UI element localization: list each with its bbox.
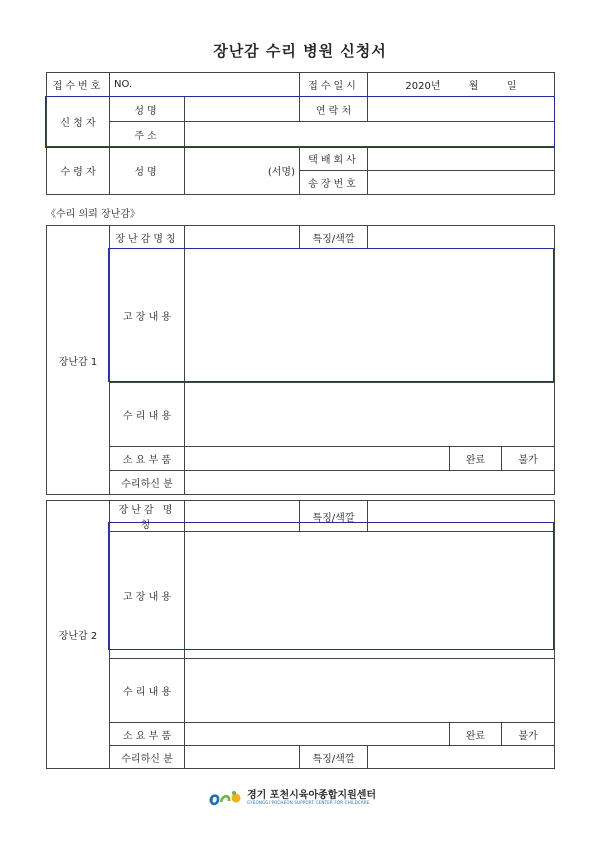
toy1-repairer-label: 수리하신 분 (110, 471, 185, 495)
address-field[interactable] (185, 122, 555, 147)
toy2-fault-label: 고 장 내 용 (110, 532, 185, 659)
toy1-name-label: 장난감명칭 (110, 226, 185, 249)
toy2-label: 장난감 2 (47, 501, 110, 769)
org-name-en: GYEONGGI POCHEON SUPPORT CENTER FOR CHILDCARE (247, 800, 370, 806)
toy2-fault-field[interactable] (185, 532, 555, 659)
toy2-feature-label: 특징/색깔 (300, 501, 368, 532)
toy1-label: 장난감 1 (47, 226, 110, 495)
contact-field[interactable] (368, 97, 555, 122)
toy1-fault-field[interactable] (185, 249, 555, 383)
year-text: 2020년 (405, 81, 441, 92)
month-text: 월 (468, 81, 479, 92)
courier-field[interactable] (368, 147, 555, 171)
org-logo (207, 786, 376, 810)
toy1-done-label[interactable]: 완료 (450, 447, 502, 471)
toy1-parts-label: 소 요 부 품 (110, 447, 185, 471)
toy2-done-label[interactable]: 완료 (450, 723, 502, 746)
toy2-fail-label[interactable]: 불가 (502, 723, 555, 746)
org-name: 경기 포천시육아종합지원센터 (247, 790, 377, 802)
toy2-repair-field[interactable] (185, 659, 555, 723)
toy1-fault-label: 고 장 내 용 (110, 249, 185, 383)
receipt-no-label: 접수번호 (47, 73, 110, 97)
applicant-name-label: 성명 (110, 97, 185, 122)
toy1-repairer-field[interactable] (185, 471, 555, 495)
toy2-repairer-feature-field[interactable] (368, 746, 555, 769)
toy2-repairer-label: 수리하신 분 (110, 746, 185, 769)
toy1-feature-label: 특징/색깔 (300, 226, 368, 249)
tracking-label: 송장번호 (300, 171, 368, 195)
toy1-name-field[interactable] (185, 226, 300, 249)
applicant-name-field[interactable] (185, 97, 300, 122)
toy2-feature-field[interactable] (368, 501, 555, 532)
toy2-table (46, 500, 555, 769)
recipient-name-label: 성명 (110, 147, 185, 195)
form-title: 장난감 수리 병원 신청서 (213, 42, 387, 60)
header-table (46, 72, 555, 195)
day-text: 일 (506, 81, 517, 92)
applicant-label: 신 청 자 (47, 97, 110, 147)
toy2-name-label: 장난감 명칭 (110, 501, 185, 532)
toy1-fail-label[interactable]: 불가 (502, 447, 555, 471)
toy2-name-field[interactable] (185, 501, 300, 532)
toy1-feature-field[interactable] (368, 226, 555, 249)
tracking-field[interactable] (368, 171, 555, 195)
toy2-repair-label: 수 리 내 용 (110, 659, 185, 723)
recipient-signature-field[interactable] (185, 147, 300, 195)
receipt-date-label: 접수일시 (300, 73, 368, 97)
toy2-repairer-field[interactable] (185, 746, 300, 769)
toy1-repair-field[interactable] (185, 383, 555, 447)
toy1-parts-field[interactable] (185, 447, 450, 471)
courier-label: 택배회사 (300, 147, 368, 171)
toy-section-note: 《수리 의뢰 장난감》 (46, 209, 140, 220)
toy2-parts-field[interactable] (185, 723, 450, 746)
receipt-date-field[interactable] (368, 73, 555, 97)
address-label: 주소 (110, 122, 185, 147)
logo-icon (207, 787, 243, 809)
toy1-table (46, 225, 555, 495)
signature-text: (서명) (267, 167, 295, 178)
recipient-label: 수 령 자 (47, 147, 110, 195)
toy1-repair-label: 수 리 내 용 (110, 383, 185, 447)
toy2-repairer-feature-label: 특징/색깔 (300, 746, 368, 769)
toy2-parts-label: 소 요 부 품 (110, 723, 185, 746)
contact-label: 연 락 처 (300, 97, 368, 122)
receipt-no-value[interactable]: NO. (110, 73, 300, 97)
